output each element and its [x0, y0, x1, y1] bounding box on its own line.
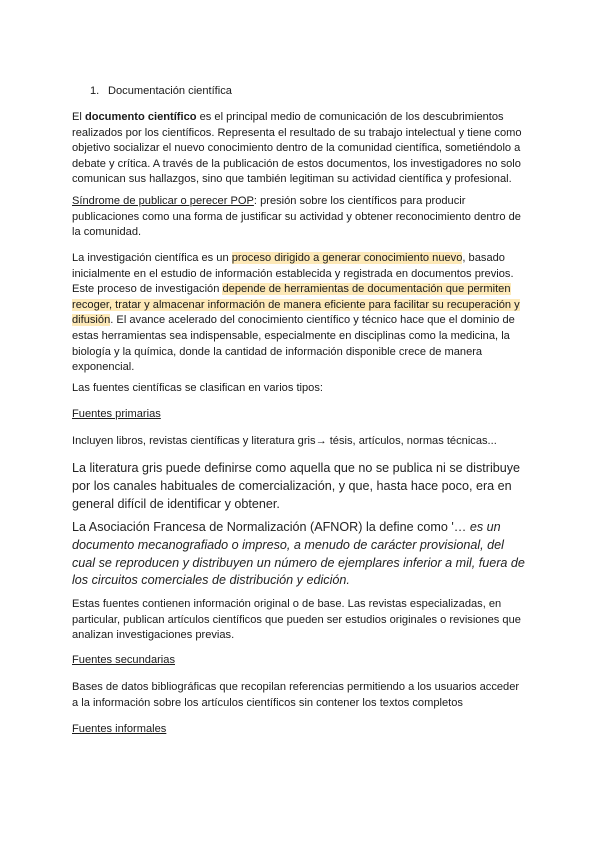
pop-paragraph: [72, 194, 527, 241]
primary-sources-text: Incluyen libros, revistas científicas y literatura gris→ tésis, artículos, normas técnicas...: [72, 435, 497, 447]
section-heading: [90, 84, 232, 99]
heading-title: Documentación científica: [108, 85, 232, 97]
intro-paragraph: [72, 110, 527, 188]
heading-number: 1.: [90, 85, 100, 97]
afnor-quote: es un documento mecanografiado o impreso, a menudo de carácter provisional, del cual se reproducen y distribuyen un número de ejemplares inferior a mil, fuera de los circuitos comerciales de distribución y edición.: [72, 520, 525, 588]
intro-text-pre: El: [72, 111, 85, 123]
sources-intro: Las fuentes científicas se clasifican en varios tipos:: [72, 382, 323, 394]
investigation-text-pre: La investigación científica es un: [72, 252, 232, 264]
investigation-text-post: . El avance acelerado del conocimiento científico y técnico hace que el dominio de estas herramientas sea indispensable, especialmente en disciplinas como la medicina, la biología y la química, donde la cantidad de información disponible crece de manera exponencial.: [72, 314, 515, 374]
secondary-sources-text: Bases de datos bibliográficas que recopilan referencias permitiendo a los usuarios acceder a la información sobre los artículos científicos sin contener los textos completos: [72, 681, 520, 709]
pop-term: Síndrome de publicar o perecer POP: [72, 195, 254, 207]
highlight-2: depende de herramientas de documentación que permiten recoger, tratar y almacenar información de manera eficiente para facilitar su recuperación y difusión: [72, 283, 520, 327]
primary-sources-title: Fuentes primarias: [72, 408, 161, 420]
grey-literature-paragraph: La literatura gris puede definirse como aquella que no se publica ni se distribuye por los canales habituales de comercialización, y que, hasta hace poco, era en general difícil de identificar y obtener.: [72, 461, 521, 511]
informal-sources-title: Fuentes informales: [72, 723, 167, 735]
intro-bold-term: documento científico: [84, 111, 197, 123]
secondary-sources-title: Fuentes secundarias: [72, 654, 175, 666]
afnor-text: La Asociación Francesa de Normalización (AFNOR) la define como '…: [72, 520, 470, 534]
primary-sources-content: Estas fuentes contienen información original o de base. Las revistas especializadas, en particular, publican artículos científicos que pueden ser estudios originales o revisiones que analizan investigaciones previas.: [72, 598, 521, 642]
intro-text-post: es el principal medio de comunicación de los descubrimientos realizados por los científicos. Representa el resultado de su trabajo intelectual y tiene como objetivo socializar el nuevo conocimiento dentro de la comunidad científica, sometiéndolo a debate y crítica. A través de la publicación de estos documentos, los investigadores no solo comunican sus hallazgos, sino que también legitiman su actividad científica y profesional.: [72, 111, 522, 186]
investigation-paragraph: [72, 251, 527, 376]
investigation-text-mid: , basado inicialmente en el estudio de información establecida y registrada en documentos previos. Este proceso de investigación: [72, 252, 514, 296]
afnor-paragraph: [72, 519, 527, 590]
pop-text: : presión sobre los científicos para producir publicaciones como una forma de justificar su actividad y obtener reconocimiento dentro de la comunidad.: [72, 195, 521, 239]
highlight-1: proceso dirigido a generar conocimiento nuevo: [231, 252, 463, 264]
